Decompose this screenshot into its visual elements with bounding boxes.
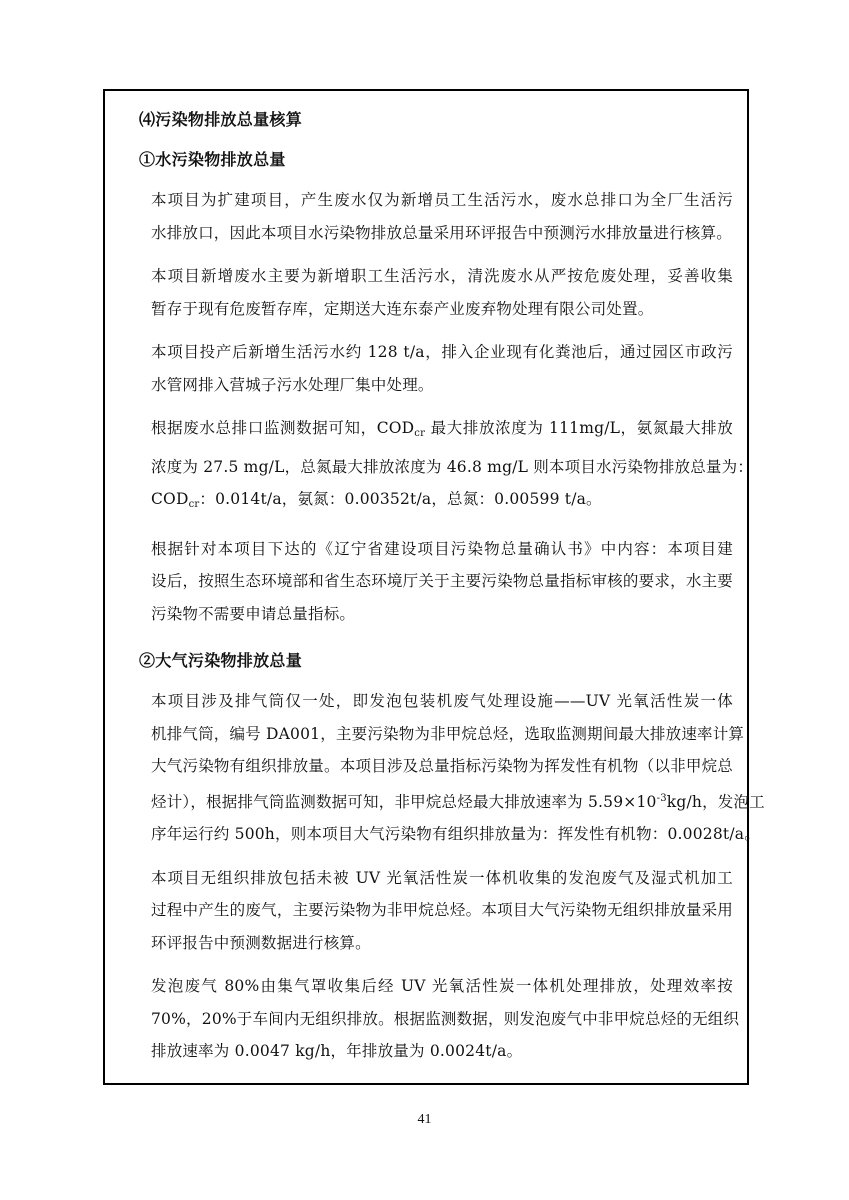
- text-line: [119, 412, 733, 451]
- text-line: 排放速率为 0.0047 kg/h，年排放量为 0.0024t/a。: [151, 1042, 523, 1060]
- text-line: 设后，按照生态环境部和省生态环境厅关于主要污染物总量指标审核的要求，水主要: [151, 572, 733, 590]
- air-heading: ②大气污染物排放总量: [139, 651, 303, 670]
- text-segment: ：0.014t/a，氨氮：0.00352t/a，总氮：0.00599 t/a。: [199, 490, 602, 508]
- text-line: 发泡废气 80%由集气罩收集后经 UV 光氧活性炭一体机处理排放，处理效率按: [151, 977, 733, 995]
- air-paragraph-1: [119, 685, 765, 851]
- text-line: 暂存于现有危废暂存库，定期送大连东泰产业废弃物处理有限公司处置。: [151, 299, 654, 318]
- text-line: 污染物不需要申请总量指标。: [151, 604, 356, 623]
- text-line: [119, 483, 733, 522]
- text-segment: COD: [151, 490, 189, 508]
- text-line: 序年运行约 500h，则本项目大气污染物有组织排放量为：挥发性有机物：0.0028t/a。: [151, 825, 760, 843]
- text-line: 本项目无组织排放包括未被 UV 光氧活性炭一体机收集的发泡废气及湿式机加工: [151, 868, 733, 887]
- text-line: 浓度为 27.5 mg/L，总氮最大排放浓度为 46.8 mg/L 则本项目水污染物排放总量为：: [151, 457, 754, 476]
- water-paragraph-1: [119, 184, 733, 249]
- water-heading: ①水污染物排放总量: [139, 150, 286, 169]
- text-line: 环评报告中预测数据进行核算。: [151, 933, 371, 952]
- text-segment: 最大排放浓度为 111mg/L，氨氮最大排放: [425, 419, 733, 437]
- text-line: 水排放口，因此本项目水污染物排放总量采用环评报告中预测污水排放量进行核算。: [151, 223, 732, 242]
- superscript-exponent: -3: [656, 792, 667, 804]
- content-frame: [103, 89, 765, 1085]
- text-line: 机排气筒，编号 DA001，主要污染物为非甲烷总烃，选取监测期间最大排放速率计算: [151, 724, 745, 743]
- text-segment: 根据废水总排口监测数据可知，COD: [151, 419, 415, 437]
- text-line: 根据针对本项目下达的《辽宁省建设项目污染物总量确认书》中内容：本项目建: [151, 539, 733, 558]
- water-paragraph-4: [119, 412, 754, 522]
- page-number: 41: [417, 1112, 432, 1127]
- air-paragraph-2: [119, 862, 733, 960]
- text-line: 大气污染物有组织排放量。本项目涉及总量指标污染物为挥发性有机物（以非甲烷总: [151, 757, 733, 775]
- subscript-cr: cr: [188, 499, 200, 510]
- text-segment: 烃计），根据排气筒监测数据可知，非甲烷总烃最大排放速率为 5.59×10: [151, 792, 657, 811]
- text-line: 过程中产生的废气，主要污染物为非甲烷总烃。本项目大气污染物无组织排放量采用: [151, 901, 733, 919]
- subscript-cr: cr: [414, 428, 426, 439]
- air-paragraph-3: [119, 970, 740, 1068]
- water-paragraph-2: [119, 260, 733, 325]
- text-line: [119, 783, 765, 819]
- text-line: 本项目为扩建项目，产生废水仅为新增员工生活污水，废水总排口为全厂生活污: [151, 191, 733, 209]
- water-paragraph-5: [119, 533, 733, 631]
- text-line: 本项目涉及排气筒仅一处，即发泡包装机废气处理设施——UV 光氧活性炭一体: [151, 692, 733, 710]
- section-title: ⑷污染物排放总量核算: [139, 110, 303, 129]
- water-paragraph-3: [119, 336, 733, 401]
- text-line: 本项目新增废水主要为新增职工生活污水，清洗废水从严按危废处理，妥善收集: [151, 267, 733, 285]
- text-line: 70%，20%于车间内无组织排放。根据监测数据，则发泡废气中非甲烷总烃的无组织: [151, 1009, 740, 1028]
- text-line: 水管网排入营城子污水处理厂集中处理。: [151, 375, 434, 394]
- text-segment: kg/h，发泡工: [666, 792, 765, 811]
- text-line: 本项目投产后新增生活污水约 128 t/a，排入企业现有化粪池后，通过园区市政污: [151, 343, 733, 361]
